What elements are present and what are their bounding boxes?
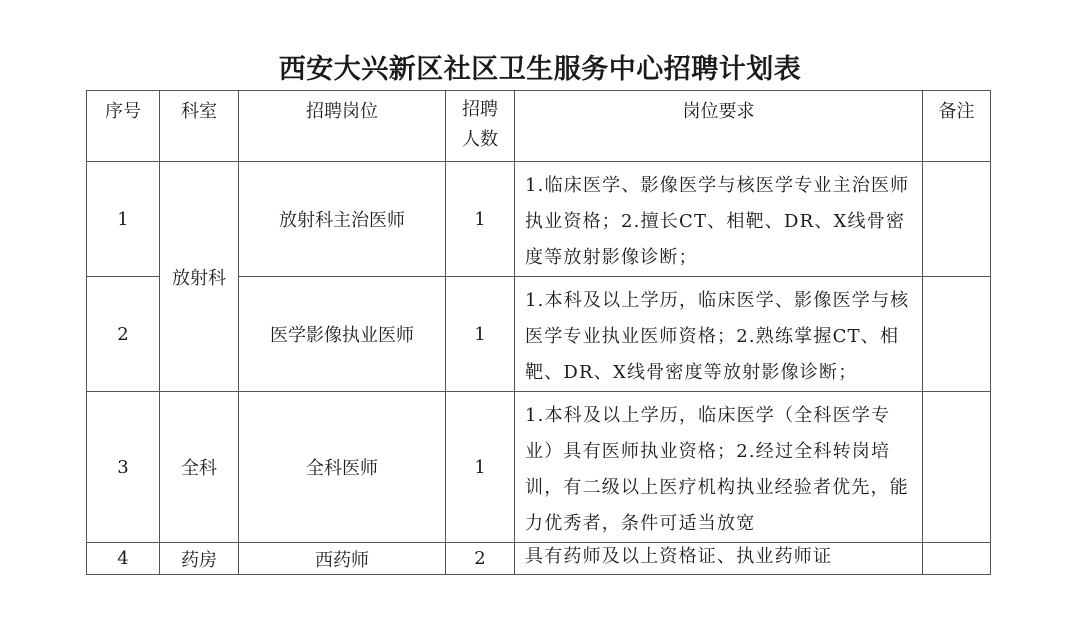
row-requirements: 1.临床医学、影像医学与核医学专业主治医师执业资格；2.擅长CT、相靶、DR、X线骨密度等放射影像诊断； — [515, 162, 923, 277]
row-remarks — [923, 277, 991, 392]
page-title: 西安大兴新区社区卫生服务中心招聘计划表 — [278, 54, 802, 85]
row-no: 4 — [87, 543, 160, 575]
row-position: 放射科主治医师 — [239, 162, 446, 277]
table-row — [87, 392, 991, 543]
row-remarks — [923, 543, 991, 575]
row-count: 1 — [446, 277, 515, 392]
header-count — [446, 91, 515, 162]
header-remarks: 备注 — [923, 91, 991, 162]
header-count-line1: 招聘 — [462, 99, 498, 120]
row-dept: 放射科 — [160, 162, 239, 392]
header-count-line2: 人数 — [462, 129, 498, 150]
header-no: 序号 — [87, 91, 160, 162]
row-position: 医学影像执业医师 — [239, 277, 446, 392]
row-count: 1 — [446, 392, 515, 543]
row-dept: 药房 — [160, 543, 239, 575]
row-no: 3 — [87, 392, 160, 543]
row-no: 2 — [87, 277, 160, 392]
row-requirements: 1.本科及以上学历，临床医学（全科医学专业）具有医师执业资格；2.经过全科转岗培训，有二级以上医疗机构执业经验者优先，能力优秀者，条件可适当放宽 — [515, 392, 923, 543]
row-position: 全科医师 — [239, 392, 446, 543]
header-requirements: 岗位要求 — [515, 91, 923, 162]
row-position: 西药师 — [239, 543, 446, 575]
table-row — [87, 162, 991, 277]
row-count: 2 — [446, 543, 515, 575]
row-requirements: 1.本科及以上学历，临床医学、影像医学与核医学专业执业医师资格；2.熟练掌握CT、相靶、DR、X线骨密度等放射影像诊断； — [515, 277, 923, 392]
table-row — [87, 543, 991, 575]
header-row — [87, 91, 991, 162]
recruitment-table — [86, 90, 991, 575]
row-no: 1 — [87, 162, 160, 277]
row-requirements: 具有药师及以上资格证、执业药师证 — [515, 543, 923, 575]
row-dept: 全科 — [160, 392, 239, 543]
row-remarks — [923, 392, 991, 543]
row-count: 1 — [446, 162, 515, 277]
header-position: 招聘岗位 — [239, 91, 446, 162]
row-remarks — [923, 162, 991, 277]
header-dept: 科室 — [160, 91, 239, 162]
